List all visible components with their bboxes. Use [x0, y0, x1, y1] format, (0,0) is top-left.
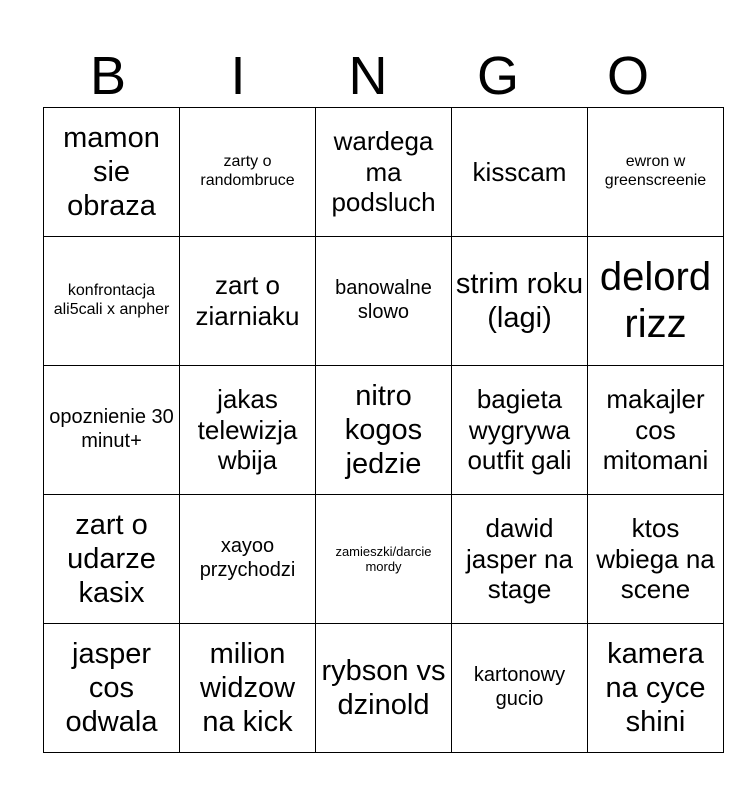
header-letter-o: O	[606, 46, 649, 106]
bingo-cell[interactable]: zamieszki/darcie mordy	[316, 495, 452, 624]
bingo-cell[interactable]: ktos wbiega na scene	[588, 495, 724, 624]
bingo-cell[interactable]: rybson vs dzinold	[316, 624, 452, 753]
bingo-grid	[43, 107, 724, 753]
header-letter-n: N	[348, 46, 388, 106]
bingo-cell[interactable]: bagieta wygrywa outfit gali	[452, 366, 588, 495]
bingo-cell[interactable]: ewron w greenscreenie	[588, 108, 724, 237]
bingo-row	[44, 108, 724, 237]
header-letter-g: G	[476, 46, 519, 106]
bingo-cell[interactable]: zart o ziarniaku	[180, 237, 316, 366]
bingo-cell[interactable]: kartonowy gucio	[452, 624, 588, 753]
bingo-cell[interactable]: kisscam	[452, 108, 588, 237]
bingo-cell[interactable]: mamon sie obraza	[44, 108, 180, 237]
bingo-row	[44, 366, 724, 495]
header-letter-b: B	[89, 46, 127, 106]
bingo-cell[interactable]: wardega ma podsluch	[316, 108, 452, 237]
bingo-cell[interactable]: zart o udarze kasix	[44, 495, 180, 624]
bingo-cell[interactable]: delord rizz	[588, 237, 724, 366]
bingo-row	[44, 237, 724, 366]
bingo-cell[interactable]: nitro kogos jedzie	[316, 366, 452, 495]
bingo-row	[44, 624, 724, 753]
bingo-row	[44, 495, 724, 624]
bingo-cell[interactable]: dawid jasper na stage	[452, 495, 588, 624]
bingo-cell[interactable]: zarty o randombruce	[180, 108, 316, 237]
bingo-cell[interactable]: xayoo przychodzi	[180, 495, 316, 624]
bingo-cell[interactable]: banowalne slowo	[316, 237, 452, 366]
bingo-cell[interactable]: strim roku (lagi)	[452, 237, 588, 366]
bingo-cell[interactable]: jakas telewizja wbija	[180, 366, 316, 495]
bingo-header	[43, 44, 693, 108]
bingo-cell[interactable]: makajler cos mitomani	[588, 366, 724, 495]
bingo-cell[interactable]: opoznienie 30 minut+	[44, 366, 180, 495]
bingo-cell[interactable]: jasper cos odwala	[44, 624, 180, 753]
bingo-cell[interactable]: kamera na cyce shini	[588, 624, 724, 753]
bingo-cell[interactable]: milion widzow na kick	[180, 624, 316, 753]
header-letter-i: I	[230, 46, 246, 106]
bingo-cell[interactable]: konfrontacja ali5cali x anpher	[44, 237, 180, 366]
